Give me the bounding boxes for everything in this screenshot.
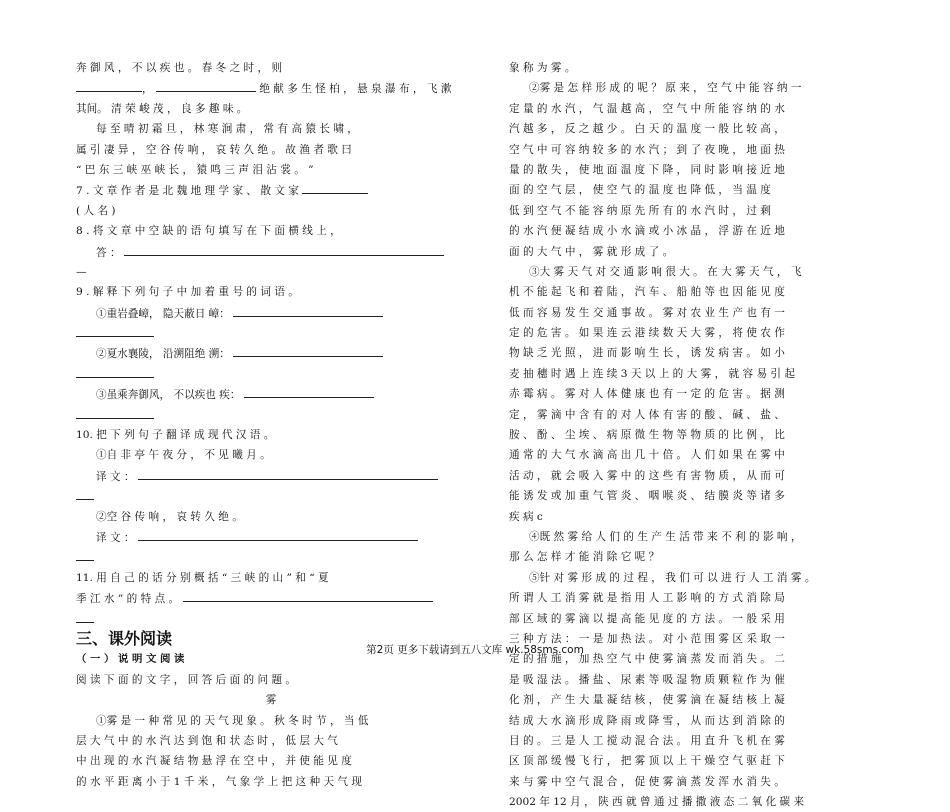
answer-blank[interactable]	[76, 486, 94, 500]
text-line	[76, 323, 466, 343]
text-line: 定 ， 雾 滴 中 含 有 的 对 人 体 有 害 的 酸 、 碱 、 盐 、	[509, 408, 785, 421]
answer-blank[interactable]	[124, 242, 444, 256]
text-line: 中 出 现 的 水 汽 凝 结 物 悬 浮 在 空 中 ， 并 使 能 见 度	[76, 755, 352, 768]
instruction: 阅 读 下 面 的 文 字 ， 回 答 后 面 的 问 题 。	[76, 673, 297, 686]
text-line: 疾 病 c	[509, 510, 543, 523]
answer-line: 译 文 ：	[76, 466, 466, 486]
answer-blank[interactable]	[76, 78, 142, 92]
text-line: ( 人 名 )	[76, 204, 116, 217]
question-10: 10. 把 下 列 句 子 翻 译 成 现 代 汉 语 。	[76, 429, 275, 442]
text-line: 的 水 汽 便 凝 结 成 小 水 滴 或 小 冰 晶 ， 浮 游 在 近 地	[509, 225, 785, 238]
answer-blank[interactable]	[156, 78, 256, 92]
answer-blank[interactable]	[138, 466, 438, 480]
answer-blank[interactable]	[233, 303, 383, 317]
text-line: 量 的 散 失 ， 使 地 面 温 度 下 降 ， 同 时 影 响 接 近 地	[509, 163, 785, 176]
answer-line: 译 文 ：	[76, 527, 466, 547]
text-line: 空 气 中 可 容 纳 较 多 的 水 汽 ； 到 了 夜 晚 ， 地 面 热	[509, 143, 785, 156]
text-line: 属 引 凄 异 ， 空 谷 传 响 ， 哀 转 久 绝 。 故 渔 者 歌 曰	[76, 143, 352, 156]
subsection-heading: （ 一 ） 说 明 文 阅 读	[76, 653, 185, 666]
answer-blank[interactable]	[76, 323, 154, 337]
text-line: 化 剂 ， 产 生 大 量 凝 结 核 ， 使 雾 滴 在 凝 结 核 上 凝	[509, 694, 785, 707]
text-line: 三 种 方 法 ： 一 是 加 热 法 。 对 小 范 围 雾 区 采 取 一	[509, 632, 785, 645]
answer-blank[interactable]	[76, 364, 154, 378]
text-line: 的 水 平 距 离 小 于 1 千 米 ， 气 象 学 上 把 这 种 天 气 现	[76, 775, 362, 788]
text-line: 面 的 空 气 层 ， 使 空 气 的 温 度 也 降 低 ， 当 温 度	[509, 184, 771, 197]
text-line	[76, 609, 466, 629]
text-line	[76, 364, 466, 384]
text-line: 目 的 。 三 是 人 工 搅 动 混 合 法 。 用 直 升 飞 机 在 雾	[509, 734, 785, 747]
text-line: ⑤针 对 雾 形 成 的 过 程 ， 我 们 可 以 进 行 人 工 消 雾 。	[529, 571, 816, 584]
question-10-1: ①自 非 亭 午 夜 分 ， 不 见 曦 月 。	[96, 449, 271, 462]
text-line: 季 江 水 ” 的 特 点 。	[76, 588, 466, 608]
text-line	[76, 486, 466, 506]
answer-blank[interactable]	[302, 180, 368, 194]
answer-blank[interactable]	[138, 527, 418, 541]
passage-title: 雾	[265, 694, 277, 707]
text-line: 低 到 空 气 不 能 容 纳 原 先 所 有 的 水 汽 时 ， 过 剩	[509, 204, 771, 217]
left-column	[76, 58, 466, 792]
text-line: 活 动 ， 就 会 吸 入 雾 中 的 这 些 有 害 物 质 ， 从 而 可	[509, 469, 785, 482]
text-line: —	[76, 265, 87, 278]
text-line: ③大 雾 天 气 对 交 通 影 响 很 大 。 在 大 雾 天 气 ， 飞	[529, 265, 802, 278]
text-line: 结 成 大 水 滴 形 成 降 雨 或 降 雪 ， 从 而 达 到 消 除 的	[509, 714, 785, 727]
text-line: 其间。 清 荣 峻 茂 ， 良 多 趣 味 。	[76, 102, 248, 115]
right-column	[509, 58, 901, 812]
text-line: 汽 越 多 ， 反 之 越 少 。 白 天 的 温 度 一 般 比 较 高 ，	[509, 123, 785, 136]
text-line: 来 与 雾 中 空 气 混 合 ， 促 使 雾 滴 蒸 发 浑 水 消 失 。	[509, 775, 785, 788]
text-line: 能 诱 发 或 加 重 气 管 炎 、 咽 喉 炎 、 结 膜 炎 等 诸 多	[509, 490, 785, 503]
text-line	[76, 405, 466, 425]
question-9-3: ③虽乘奔御风， 不以疾也 疾：	[76, 384, 466, 404]
text-line: 层 大 气 中 的 水 汽 达 到 饱 和 状 态 时 ， 低 层 大 气	[76, 734, 338, 747]
text-line: 定 的 危 害 。 如 果 连 云 港 续 数 天 大 雾 ， 将 使 农 作	[509, 327, 785, 340]
text-line: ②雾 是 怎 样 形 成 的 呢 ？ 原 来 ， 空 气 中 能 容 纳 一	[529, 82, 802, 95]
text-line: 是 吸 湿 法 。 播 盐 、 尿 素 等 吸 湿 物 质 颗 粒 作 为 催	[509, 673, 785, 686]
question-9-2: ②夏水襄陵， 沿溯阻绝 溯：	[76, 343, 466, 363]
text-line: 面 的 大 气 中 ， 雾 就 形 成 了 。	[509, 245, 674, 258]
text-line: 每 至 晴 初 霜 旦 ， 林 寒 涧 肃 ， 常 有 高 猿 长 啸 ，	[96, 123, 358, 136]
text-line	[76, 547, 466, 567]
text-line: 麦 抽 穗 时 遇 上 连 续 3 天 以 上 的 大 雾 ， 就 容 易 引 起	[509, 367, 795, 380]
question-7: 7 . 文 章 作 者 是 北 魏 地 理 学 家 、 散 文 家	[76, 180, 466, 200]
question-9: 9 . 解 释 下 列 句 子 中 加 着 重 号 的 词 语 。	[76, 286, 299, 299]
answer-blank[interactable]	[76, 609, 94, 623]
answer-blank[interactable]	[183, 588, 433, 602]
text-line: 定 的 措 施 ， 加 热 空 气 中 使 雾 滴 蒸 发 而 消 失 。 二	[509, 653, 785, 666]
text-line: 通 常 的 大 气 水 滴 高 出 几 十 倍 。 人 们 如 果 在 雾 中	[509, 449, 785, 462]
text-line: 胺 、 酚 、 尘 埃 、 病 原 微 生 物 等 物 质 的 比 例 ， 比	[509, 429, 785, 442]
text-line: 赤 霉 病 。 雾 对 人 体 健 康 也 有 一 定 的 危 害 。 据 测	[509, 388, 785, 401]
text-line: ①雾 是 一 种 常 见 的 天 气 现 象 。 秋 冬 时 节 ， 当 低	[96, 714, 369, 727]
text-line: “ 巴 东 三 峡 巫 峡 长 ， 猿 鸣 三 声 泪 沾 裳 。 ”	[76, 163, 314, 176]
answer-line: 答 ：	[76, 242, 466, 262]
answer-blank[interactable]	[76, 405, 154, 419]
text-line: 物 缺 乏 光 照 ， 进 而 影 响 生 长 ， 诱 发 病 害 。 如 小	[509, 347, 785, 360]
text-line: ④既 然 雾 给 人 们 的 生 产 生 活 带 来 不 利 的 影 响 ，	[529, 530, 802, 543]
text-line: 定 量 的 水 汽 ， 气 温 越 高 ， 空 气 中 所 能 容 纳 的 水	[509, 102, 785, 115]
question-8: 8 . 将 文 章 中 空 缺 的 语 句 填 写 在 下 面 横 线 上 ，	[76, 225, 341, 238]
question-9-1: ①重岩叠嶂， 隐天蔽日 嶂：	[76, 303, 466, 323]
answer-blank[interactable]	[233, 343, 383, 357]
text-line: 所 谓 人 工 消 雾 就 是 指 用 人 工 影 响 的 方 式 消 除 局	[509, 592, 785, 605]
text-line: 那 么 怎 样 才 能 消 除 它 呢 ？	[509, 551, 660, 564]
answer-blank[interactable]	[76, 547, 94, 561]
text-line: 象 称 为 雾 。	[509, 62, 576, 74]
page-footer: 第2页 更多下载请到五八文库 wk.58sms.com	[366, 644, 584, 656]
section-heading: 三、课外阅读	[76, 628, 173, 648]
text-line: ， 绝 献 多 生 怪 柏 ， 悬 泉 瀑 布 ， 飞 漱	[76, 78, 466, 98]
text-line: 奔 御 风 ， 不 以 疾 也 。 春 冬 之 时 ， 则	[76, 62, 283, 74]
text-line: 区 顶 部 缓 慢 飞 行 ， 把 雾 顶 以 上 干 燥 空 气 驱 赶 下	[509, 755, 785, 768]
text-line: 部 区 域 的 雾 滴 以 提 高 能 见 度 的 方 法 。 一 般 采 用	[509, 612, 785, 625]
text-line: 2002 年 12 月 ， 陕 西 就 曾 通 过 播 撒 液 态 二 氧 化 碳 来	[509, 796, 805, 809]
answer-blank[interactable]	[244, 384, 374, 398]
question-11: 11. 用 自 己 的 话 分 别 概 括 “ 三 峡 的 山 ” 和 “ 夏	[76, 571, 329, 584]
text-line: 低 而 容 易 发 生 交 通 事 故 。 雾 对 农 业 生 产 也 有 一	[509, 306, 785, 319]
question-10-2: ②空 谷 传 响 ， 哀 转 久 绝 。	[96, 510, 243, 523]
text-line: 机 不 能 起 飞 和 着 陆 ， 汽 车 、 船 舶 等 也 因 能 见 度	[509, 286, 785, 299]
